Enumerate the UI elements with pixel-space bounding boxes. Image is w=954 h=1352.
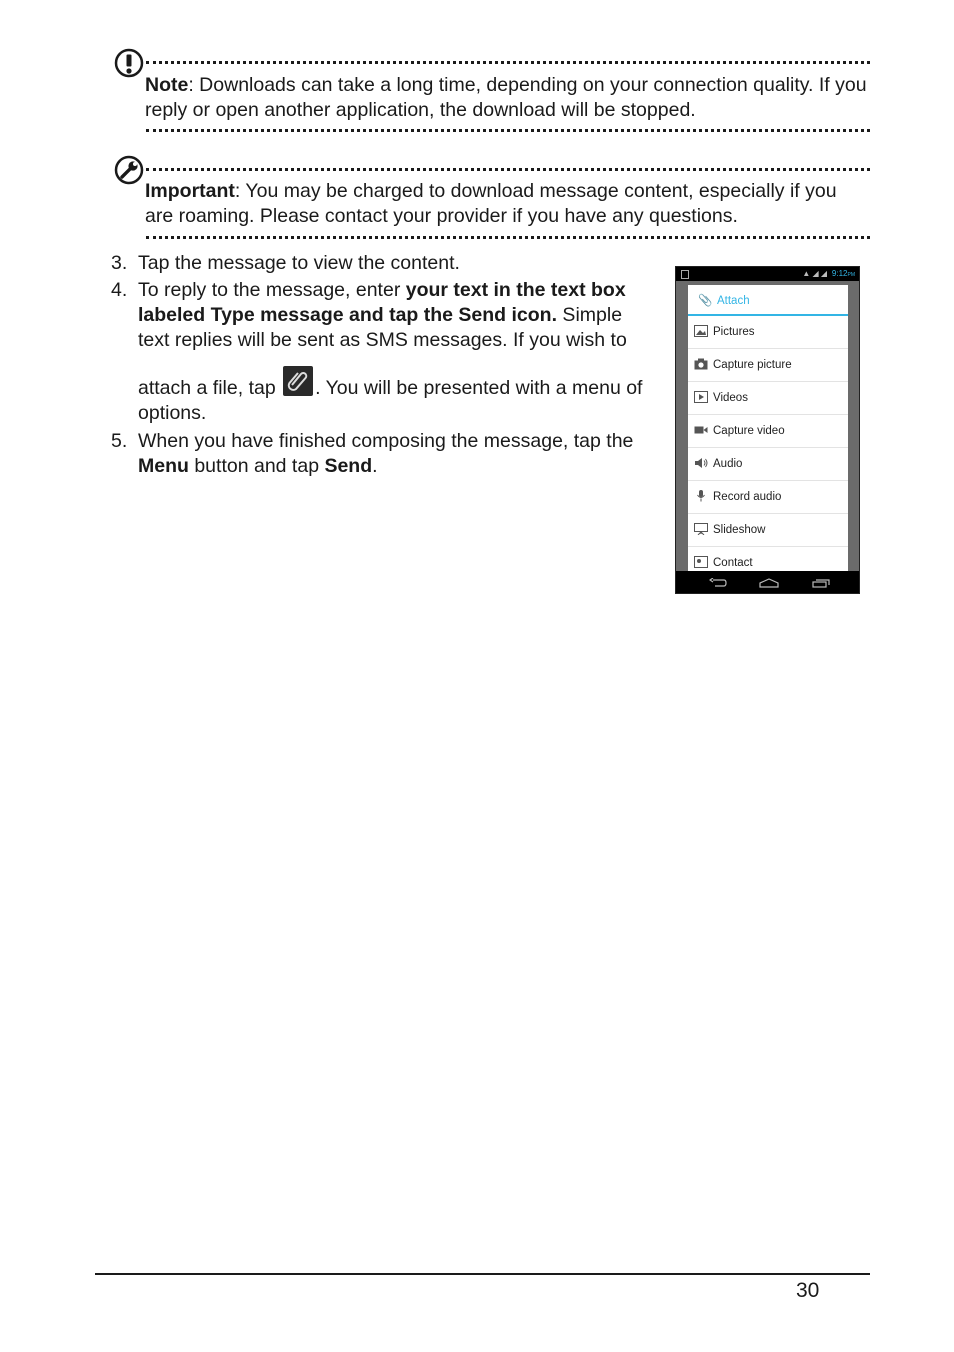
status-ampm: PM	[847, 272, 855, 278]
page-number: 30	[796, 1279, 820, 1302]
menu-item-capture-picture[interactable]	[688, 349, 848, 382]
attach-paperclip-icon	[283, 366, 313, 396]
menu-item-capture-video[interactable]	[688, 415, 848, 448]
important-callout	[113, 154, 870, 244]
important-bottom-divider	[146, 236, 870, 239]
paperclip-icon: 📎	[698, 295, 713, 307]
step-number: 4.	[111, 279, 128, 301]
navigation-bar	[676, 571, 859, 593]
contact-icon	[694, 556, 708, 568]
menu-item-label: Record audio	[713, 491, 782, 503]
notification-icon	[681, 270, 689, 279]
step-5	[111, 429, 656, 479]
step-text-bold: your text in the text box labeled Type message and tap the Send icon.	[138, 279, 626, 326]
speaker-icon	[694, 457, 708, 469]
step-text: .	[372, 455, 378, 477]
back-icon[interactable]	[709, 578, 727, 588]
note-top-divider	[146, 61, 870, 64]
dialog-title-text: Attach	[717, 295, 750, 307]
menu-item-videos[interactable]	[688, 382, 848, 415]
note-text	[145, 73, 870, 123]
step-text: To reply to the message, enter	[138, 279, 406, 301]
attach-dialog	[688, 285, 848, 571]
step-4-continued	[138, 366, 656, 426]
step-number: 5.	[111, 430, 128, 452]
wrench-icon	[113, 154, 145, 186]
menu-item-label: Contact	[713, 557, 753, 569]
video-camera-icon	[694, 424, 708, 436]
warning-icon	[113, 47, 145, 79]
important-label: Important	[145, 180, 235, 202]
home-icon[interactable]	[759, 578, 779, 588]
menu-item-pictures[interactable]	[688, 316, 848, 349]
menu-item-label: Videos	[713, 392, 748, 404]
dialog-title	[688, 285, 848, 316]
step-text: . You will be presented with a menu of options.	[138, 377, 643, 424]
status-bar	[676, 267, 859, 281]
menu-item-contact[interactable]	[688, 547, 848, 571]
step-3	[111, 251, 656, 276]
menu-item-label: Capture picture	[713, 359, 792, 371]
menu-keyword: Menu	[138, 455, 189, 477]
videos-icon	[694, 391, 708, 403]
important-body: : You may be charged to download message content, especially if you are roaming. Please contact your provider if you have any questions.	[145, 180, 837, 227]
note-callout	[113, 47, 870, 137]
menu-item-label: Audio	[713, 458, 743, 470]
send-keyword: Send	[324, 455, 373, 477]
note-label: Note	[145, 74, 189, 96]
menu-item-label: Pictures	[713, 326, 755, 338]
slideshow-icon	[694, 523, 708, 535]
menu-item-label: Capture video	[713, 425, 785, 437]
status-time: 9:12	[831, 269, 848, 278]
step-4	[111, 278, 656, 426]
pictures-icon	[694, 325, 708, 337]
footer-rule	[95, 1273, 870, 1275]
important-text	[145, 179, 870, 229]
step-number: 3.	[111, 252, 128, 274]
menu-item-record-audio[interactable]	[688, 481, 848, 514]
steps-list	[111, 251, 656, 479]
important-top-divider	[146, 168, 870, 171]
recent-apps-icon[interactable]	[812, 578, 830, 588]
menu-item-audio[interactable]	[688, 448, 848, 481]
note-bottom-divider	[146, 129, 870, 132]
step-text: Tap the message to view the content.	[138, 252, 460, 274]
step-text: Simple text replies will be sent as SMS messages. If you wish to	[138, 304, 627, 351]
step-text: attach a file, tap	[138, 377, 282, 399]
note-body: : Downloads can take a long time, depending on your connection quality. If you reply or open another application, the download will be stopped.	[145, 74, 867, 121]
step-text: button and tap	[188, 455, 325, 477]
step-text: When you have finished composing the message, tap the	[138, 430, 634, 452]
microphone-icon	[694, 490, 708, 502]
menu-item-slideshow[interactable]	[688, 514, 848, 547]
phone-screenshot	[675, 266, 860, 594]
signal-icons: ▲ ◢ ◢	[802, 269, 827, 278]
menu-item-label: Slideshow	[713, 524, 766, 536]
camera-icon	[694, 358, 708, 370]
